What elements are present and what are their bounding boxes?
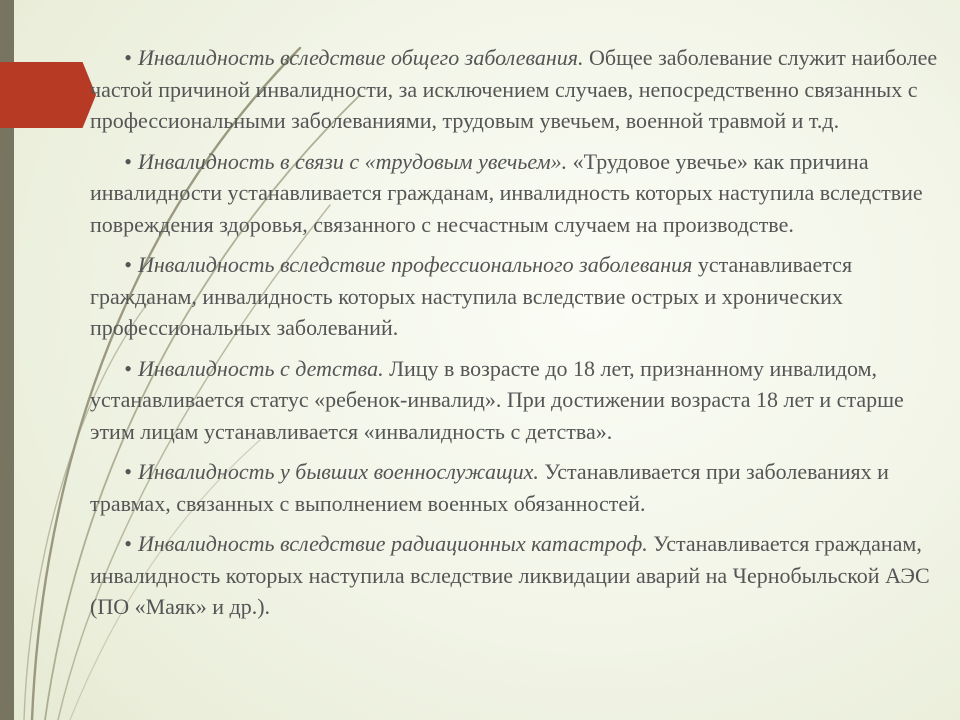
bullet: • <box>124 148 132 174</box>
paragraph-term: Инвалидность вследствие общего заболевания. <box>138 45 584 70</box>
paragraph-text: Устанавливается гражданам, инвалидность которых наступила вследствие ликвидации аварий на Чернобыльской АЭС (ПО «Маяк» и др.). <box>90 531 930 619</box>
slide-content <box>90 42 940 632</box>
paragraph-work-injury <box>90 146 940 241</box>
paragraph-text: Устанавливается при заболеваниях и травмах, связанных с выполнением военных обязанностей. <box>90 459 889 516</box>
bullet: • <box>124 252 132 277</box>
paragraph-general-illness <box>90 42 940 137</box>
paragraph-text: «Трудовое увечье» как причина инвалидности устанавливается гражданам, инвалидность которых наступила вследствие повреждения здоровья, связанного с несчастным случаем на производстве. <box>90 148 923 237</box>
paragraph-term: Инвалидность вследствие профессионального заболевания <box>138 252 693 277</box>
paragraph-term: Инвалидность у бывших военнослужащих. <box>138 459 539 484</box>
bullet: • <box>124 45 132 70</box>
paragraph-text: устанавливается гражданам, инвалидность которых наступила вследствие острых и хронических профессиональных заболеваний. <box>90 252 853 340</box>
paragraph-radiation <box>90 528 940 623</box>
paragraph-term: Инвалидность с детства. <box>138 355 384 381</box>
bullet: • <box>124 531 132 556</box>
paragraph-text: Лицу в возрасте до 18 лет, признанному инвалидом, устанавливается статус «ребенок-инвалид». При достижении возраста 18 лет и старше этим лицам устанавливается «инвалидность с детства». <box>90 355 904 444</box>
paragraph-former-military <box>90 456 940 519</box>
paragraph-term: Инвалидность в связи с «трудовым увечьем». <box>138 148 568 174</box>
bullet: • <box>124 355 132 381</box>
bullet: • <box>124 459 132 484</box>
paragraph-term: Инвалидность вследствие радиационных катастроф. <box>138 531 648 556</box>
paragraph-occupational-disease <box>90 249 940 344</box>
red-tab-accent <box>0 62 96 128</box>
paragraph-text: Общее заболевание служит наиболее частой причиной инвалидности, за исключением случаев, непосредственно связанных с профессиональными заболеваниями, трудовым увечьем, военной травмой и т.д. <box>90 45 938 133</box>
paragraph-childhood <box>90 353 940 448</box>
